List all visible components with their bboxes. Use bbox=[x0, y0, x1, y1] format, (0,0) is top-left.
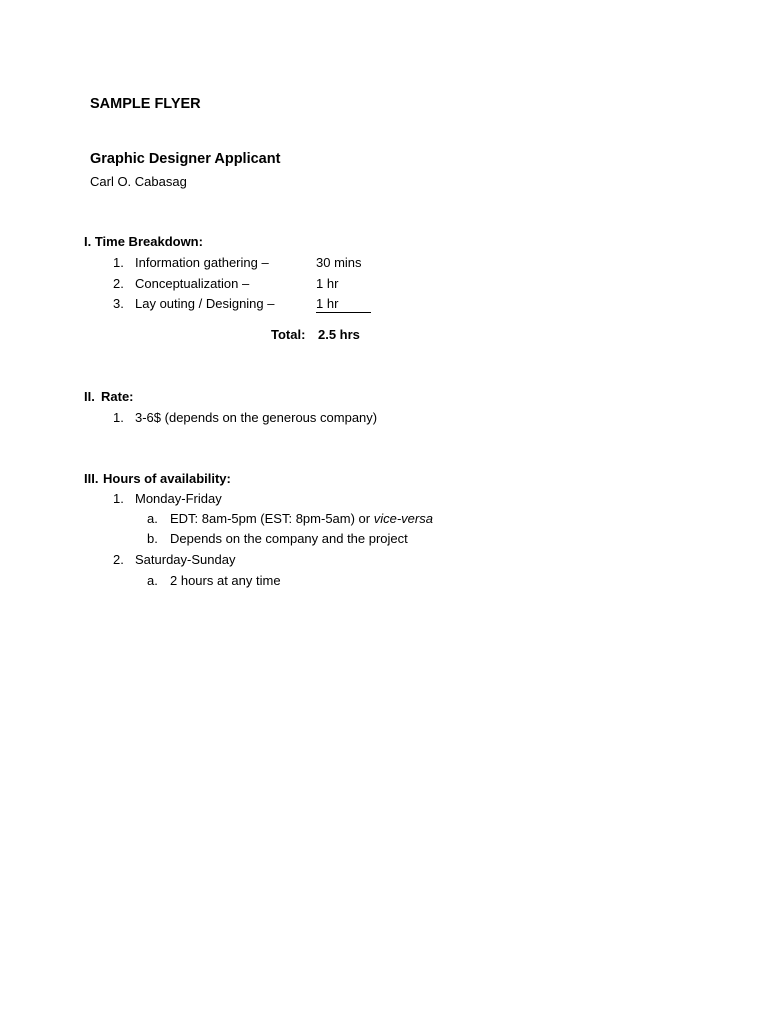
sub-list-letter: a. bbox=[147, 573, 158, 588]
list-item-value: 30 mins bbox=[316, 255, 362, 270]
list-item-label: Lay outing / Designing – bbox=[135, 296, 275, 311]
total-value: 2.5 hrs bbox=[318, 327, 360, 342]
sub-list-text: Depends on the company and the project bbox=[170, 531, 408, 546]
sub-list-letter: a. bbox=[147, 511, 158, 526]
section-rate-number: II. bbox=[84, 389, 95, 404]
list-number: 1. bbox=[113, 410, 124, 425]
section-rate-heading: Rate: bbox=[101, 389, 134, 404]
sub-list-text: 2 hours at any time bbox=[170, 573, 281, 588]
document-title: SAMPLE FLYER bbox=[90, 96, 201, 112]
sub-list-item bbox=[170, 510, 433, 528]
sub-list-text: EDT: 8am-5pm (EST: 8pm-5am) or bbox=[170, 511, 374, 526]
list-item-value-underlined bbox=[316, 295, 371, 313]
list-number: 1. bbox=[113, 491, 124, 506]
underlined-value: 1 hr bbox=[316, 296, 371, 313]
sub-list-letter: b. bbox=[147, 531, 158, 546]
section-availability-number: III. bbox=[84, 471, 99, 486]
total-label: Total: bbox=[271, 327, 306, 342]
document-subtitle: Graphic Designer Applicant bbox=[90, 151, 281, 167]
list-item-label: Monday-Friday bbox=[135, 491, 222, 506]
section-availability-heading: Hours of availability: bbox=[103, 471, 231, 486]
list-number: 2. bbox=[113, 276, 124, 291]
author-name: Carl O. Cabasag bbox=[90, 174, 187, 189]
list-item-label: 3-6$ (depends on the generous company) bbox=[135, 410, 378, 425]
section-time-breakdown-heading: I. Time Breakdown: bbox=[84, 234, 203, 249]
list-number: 2. bbox=[113, 552, 124, 567]
list-item-label: Saturday-Sunday bbox=[135, 552, 236, 567]
list-item-label: Information gathering – bbox=[135, 255, 269, 270]
sub-list-text-italic: vice-versa bbox=[373, 511, 433, 526]
list-number: 1. bbox=[113, 255, 124, 270]
list-number: 3. bbox=[113, 296, 124, 311]
list-item-label: Conceptualization – bbox=[135, 276, 250, 291]
list-item-value: 1 hr bbox=[316, 276, 339, 291]
